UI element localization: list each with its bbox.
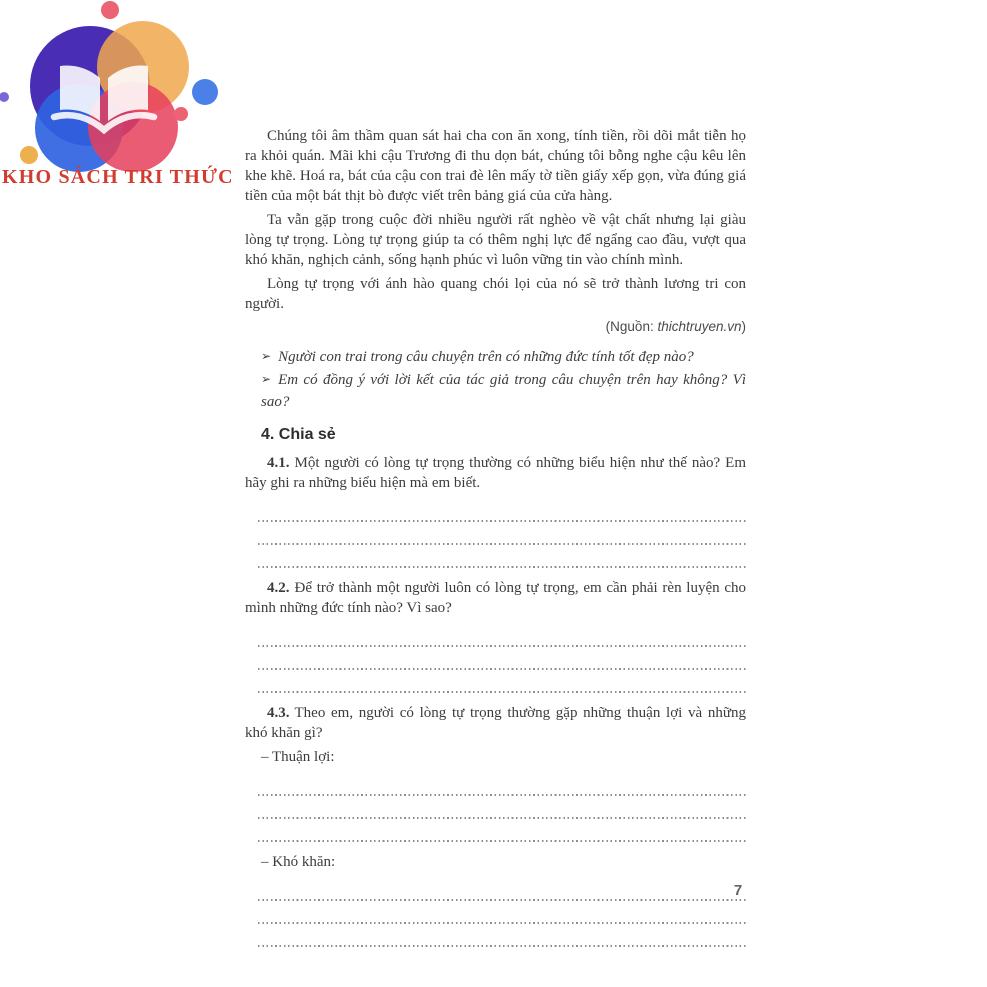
story-paragraph-2: Ta vẫn gặp trong cuộc đời nhiều người rất nghèo về vật chất nhưng lại giàu lòng tự trọng. Lòng tự trọng giúp ta có thêm nghị lực để ngẩng cao đầu, vượt qua khó khăn, nghịch cảnh, sống hạnh phúc vì luôn vững tin vào chính mình.	[245, 212, 746, 268]
dotted-answer-line	[258, 777, 746, 800]
discussion-question-1	[261, 346, 746, 368]
dotted-answer-line	[258, 503, 746, 526]
source-prefix: (Nguồn:	[605, 319, 658, 334]
dotted-answer-line	[258, 526, 746, 549]
answer-lines-advantages	[258, 777, 746, 846]
exercise-text: Một người có lòng tự trọng thường có những biểu hiện như thế nào? Em hãy ghi ra những biểu hiện mà em biết.	[245, 455, 746, 491]
exercise-number: 4.3.	[267, 705, 290, 721]
sub-label-advantages: – Thuận lợi:	[261, 749, 335, 765]
exercise-text: Theo em, người có lòng tự trọng thường gặp những thuận lợi và những khó khăn gì?	[245, 705, 746, 741]
dotted-answer-line	[258, 800, 746, 823]
page-content	[245, 126, 746, 957]
arrow-bullet-icon: ➢	[261, 349, 272, 363]
dotted-answer-line	[258, 549, 746, 572]
logo-dot	[20, 146, 38, 164]
dotted-answer-line	[258, 905, 746, 928]
exercise-text: Để trở thành một người luôn có lòng tự trọng, em cần phải rèn luyện cho mình những đức tính nào? Vì sao?	[245, 580, 746, 616]
arrow-bullet-icon: ➢	[261, 372, 272, 386]
source-site: thichtruyen.vn	[657, 319, 742, 334]
source-attribution	[245, 318, 746, 336]
dotted-answer-line	[258, 823, 746, 846]
dotted-answer-line	[258, 928, 746, 951]
page-number: 7	[733, 882, 743, 899]
discussion-question-2	[261, 369, 746, 413]
dotted-answer-line	[258, 882, 746, 905]
logo-text: KHO SÁCH TRI THỨC	[2, 166, 234, 188]
logo-dot	[101, 1, 119, 19]
answer-lines-4-2	[258, 628, 746, 697]
logo-dot	[174, 107, 188, 121]
question-text: Em có đồng ý với lời kết của tác giả trong câu chuyện trên hay không? Vì sao?	[261, 372, 746, 410]
story-paragraph-3: Lòng tự trọng với ánh hào quang chói lọi của nó sẽ trở thành lương tri con người.	[245, 276, 746, 312]
sub-label-difficulties: – Khó khăn:	[261, 854, 336, 870]
dotted-answer-line	[258, 628, 746, 651]
exercise-number: 4.1.	[267, 455, 290, 471]
dotted-answer-line	[258, 651, 746, 674]
logo-dot	[0, 92, 9, 102]
section-heading: 4. Chia sẻ	[261, 426, 336, 443]
exercise-number: 4.2.	[267, 580, 290, 596]
exercise-4-3-prompt	[245, 703, 746, 743]
story-paragraph-1: Chúng tôi âm thầm quan sát hai cha con ăn xong, tính tiền, rồi dõi mắt tiễn họ ra khỏi quán. Mãi khi cậu Trương đi thu dọn bát, chúng tôi bỗng nghe cậu kêu lên khe khẽ. Hoá ra, bát của cậu con trai đè lên mấy tờ tiền giấy xếp gọn, vừa đúng giá tiền của một bát thịt bò được viết trên bảng giá của cửa hàng.	[245, 128, 746, 204]
question-text: Người con trai trong câu chuyện trên có những đức tính tốt đẹp nào?	[278, 349, 694, 365]
source-suffix: )	[741, 319, 746, 334]
logo-dot	[192, 79, 218, 105]
exercise-4-1-prompt	[245, 453, 746, 493]
logo-mark	[0, 0, 235, 176]
exercise-4-2-prompt	[245, 578, 746, 618]
answer-lines-difficulties	[258, 882, 746, 951]
dotted-answer-line	[258, 674, 746, 697]
brand-logo	[0, 0, 260, 210]
answer-lines-4-1	[258, 503, 746, 572]
